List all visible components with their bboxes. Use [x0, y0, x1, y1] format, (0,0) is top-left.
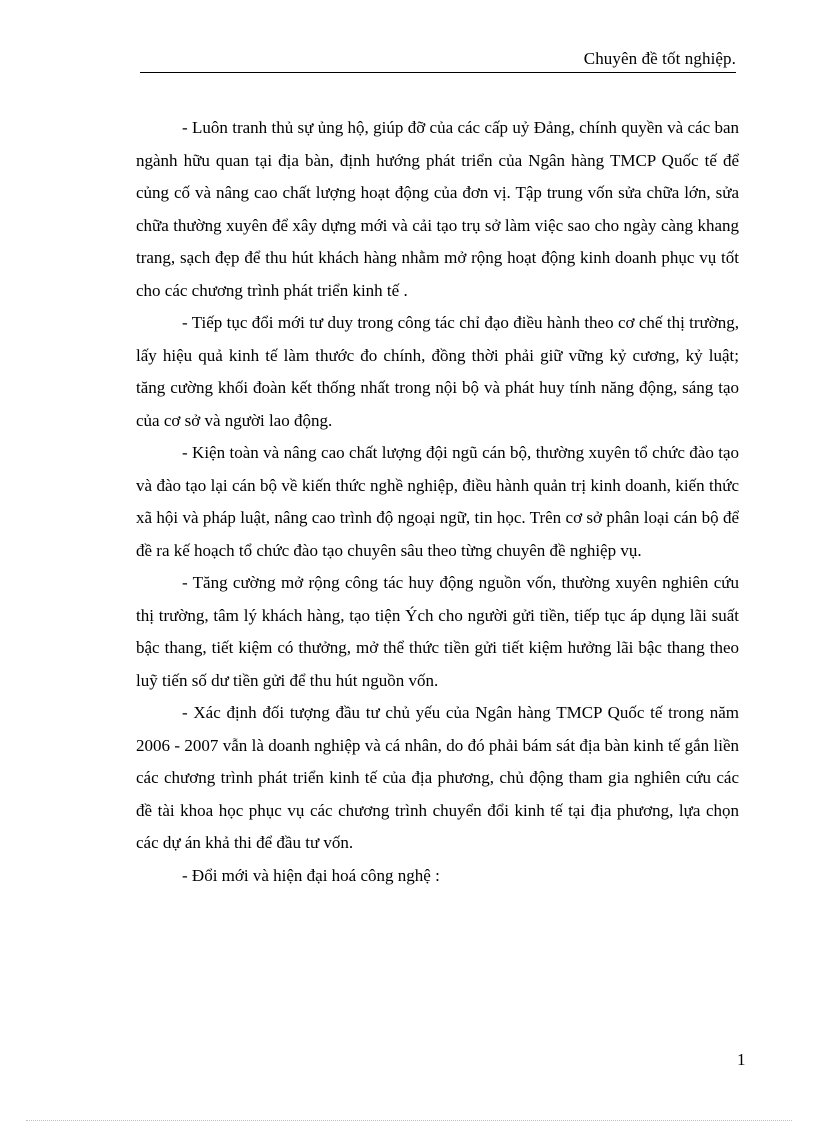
header-title: Chuyên đề tốt nghiệp.: [583, 49, 736, 68]
paragraph-1: - Luôn tranh thủ sự ủng hộ, giúp đỡ của các cấp uỷ Đảng, chính quyền và các ban ngành hữu quan tại địa bàn, định hướng phát triển của Ngân hàng TMCP Quốc tế để củng cố và nâng cao chất lượng hoạt động của đơn vị. Tập trung vốn sửa chữa lớn, sửa chữa thường xuyên để xây dựng mới và cải tạo trụ sở làm việc sao cho ngày càng khang trang, sạch đẹp để thu hút khách hàng nhằm mở rộng hoạt động kinh doanh phục vụ tốt cho các chương trình phát triển kinh tế .: [136, 118, 739, 300]
paragraph-6: - Đổi mới và hiện đại hoá công nghệ :: [182, 865, 440, 885]
page-bottom-divider: [26, 1120, 792, 1121]
paragraph-4: - Tăng cường mở rộng công tác huy động nguồn vốn, thường xuyên nghiên cứu thị trường, tâm lý khách hàng, tạo tiện Ých cho người gửi tiền, tiếp tục áp dụng lãi suất bậc thang, tiết kiệm có thưởng, mở thể thức tiền gửi tiết kiệm hưởng lãi bậc thang theo luỹ tiến số dư tiền gửi để thu hút nguồn vốn.: [136, 573, 739, 690]
paragraph-5: - Xác định đối tượng đầu tư chủ yếu của Ngân hàng TMCP Quốc tế trong năm 2006 - 2007 vẫn là doanh nghiệp và cá nhân, do đó phải bám sát địa bàn kinh tế gắn liền các chương trình phát triển kinh tế của địa phương, chủ động tham gia nghiên cứu các đề tài khoa học phục vụ các chương trình chuyển đổi kinh tế tại địa phương, lựa chọn các dự án khả thi để đầu tư vốn.: [136, 703, 739, 852]
paragraph-2: - Tiếp tục đổi mới tư duy trong công tác chỉ đạo điều hành theo cơ chế thị trường, lấy hiệu quả kinh tế làm thước đo chính, đồng thời phải giữ vững kỷ cương, kỷ luật; tăng cường khối đoàn kết thống nhất trong nội bộ và phát huy tính năng động, sáng tạo của cơ sở và người lao động.: [136, 313, 739, 430]
paragraph-3: - Kiện toàn và nâng cao chất lượng đội ngũ cán bộ, thường xuyên tổ chức đào tạo và đào tạo lại cán bộ về kiến thức nghề nghiệp, điều hành quản trị kinh doanh, kiến thức xã hội và pháp luật, nâng cao trình độ ngoại ngữ, tin học. Trên cơ sở phân loại cán bộ để đề ra kế hoạch tổ chức đào tạo chuyên sâu theo từng chuyên đề nghiệp vụ.: [136, 443, 739, 560]
document-body: [136, 112, 739, 892]
page-header: [140, 46, 736, 73]
page-number: 1: [737, 1050, 746, 1069]
